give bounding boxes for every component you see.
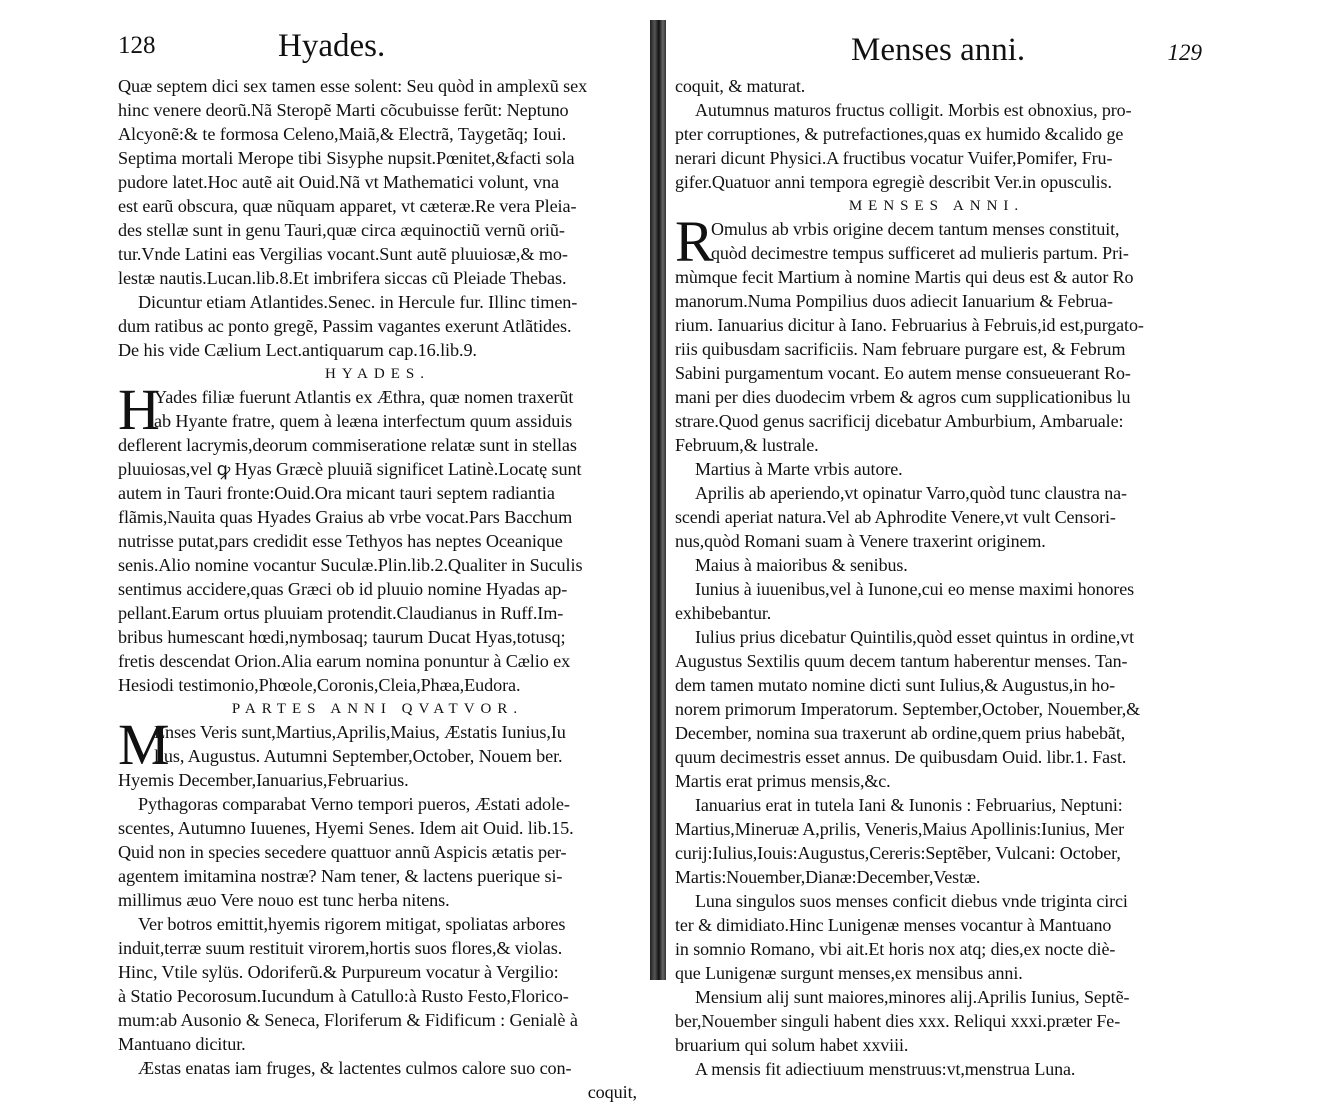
running-title-right: Menses anni. [851,32,1026,68]
text-line: Æstas enatas iam fruges, & lactentes culmos calore suo con- [138,1058,572,1078]
text-line: coquit, & maturat. [675,76,806,96]
text-line: Martius à Marte vrbis autore. [695,459,903,479]
text-line: induit,terræ suum restituit virorem,hortis suos flores,& violas. [118,938,563,958]
text-line: Alcyonẽ:& te formosa Celeno,Maiã,& Electrã, Taygetãq; Ioui. [118,124,567,144]
text-line: exhibebantur. [675,603,772,623]
text-line: quòd decimestre tempus sufficeret ad mulieris partum. Pri- [711,243,1129,263]
text-block-autumnus [675,74,1198,194]
text-line: mùmque fecit Martium à nomine Martis qui deus est & autor Ro [675,267,1134,287]
text-line: Quid non in species secedere quattuor annũ Aspicis ætatis per- [118,842,567,862]
text-line: pellant.Earum ortus pluuiam protendit.Claudianus in Ruff.Im- [118,603,564,623]
text-block-seasons [118,792,637,1104]
right-running-head [675,28,1202,74]
text-line: Hyemis December,Ianuarius,Februarius. [118,770,409,790]
text-line: quum decimestris esset annus. De quibusdam Ouid. libr.1. Fast. [675,747,1127,767]
text-line: nerari dicunt Physici.A fructibus vocatur Vuifer,Pomifer, Fru- [675,148,1113,168]
text-line: Sabini purgamentum vocant. Eo autem mense consueuerant Ro- [675,363,1131,383]
section-heading-menses: MENSES ANNI. [848,198,1025,214]
text-line: sentimus accidere,quas Græci ob id pluuio nomine Hyadas ap- [118,579,568,599]
text-line: gifer.Quatuor anni tempora egregiè describit Ver.in opusculis. [675,172,1112,192]
section-heading-partes: PARTES ANNI QVATVOR. [231,701,524,717]
text-line: Enses Veris sunt,Martius,Aprilis,Maius, Æstatis Iunius,Iu [154,722,566,742]
drop-cap: R [675,209,714,274]
text-line: des stellæ sunt in genu Tauri,quæ circa æquinoctiũ vernũ oriũ- [118,220,565,240]
catchword: coquit, [587,1082,637,1102]
text-line: ter & dimidiato.Hinc Lunigenæ menses vocantur à Mantuano [675,915,1112,935]
text-line: senis.Alio nomine vocantur Suculæ.Plin.lib.2.Qualiter in Suculis [118,555,583,575]
text-line: Martis:Nouember,Dianæ:December,Vestæ. [675,867,981,887]
text-line: Yades filiæ fuerunt Atlantis ex Æthra, quæ nomen traxerũt [154,387,574,407]
text-line: Autumnus maturos fructus colligit. Morbis est obnoxius, pro- [695,100,1132,120]
text-line: riis quibusdam sacrificiis. Nam februare purgare est, & Februm [675,339,1126,359]
text-line: Maius à maioribus & senibus. [695,555,908,575]
text-line: Ver botros emittit,hyemis rigorem mitigat, spoliatas arbores [138,914,566,934]
text-line: De his vide Cælium Lect.antiquarum cap.16.lib.9. [118,340,477,360]
text-line: pluuiosas,vel ꝙ Hyas Græcè pluuiã significet Latinè.Locatę sunt [118,459,582,479]
paragraph-menses [675,209,1198,457]
text-line: Aprilis ab aperiendo,vt opinatur Varro,quòd tunc claustra na- [695,483,1127,503]
text-line: est earũ obscura, quæ nũquam apparet, vt cæteræ.Re vera Pleia- [118,196,577,216]
text-line: à Statio Pecorosum.Iucundum à Catullo:à Rusto Festo,Florico- [118,986,569,1006]
text-line: Hinc, Vtile sylüs. Odoriferũ.& Purpureum vocatur à Vergilio: [118,962,559,982]
text-line: Mantuano dicitur. [118,1034,246,1054]
drop-cap: H [118,377,160,442]
text-line: scendi aperiat natura.Vel ab Aphrodite Venere,vt vult Censori- [675,507,1116,527]
left-page [0,0,655,1102]
text-line: Omulus ab vrbis origine decem tantum menses constituit, [711,219,1120,239]
text-line: norem primorum Imperatorum. September,October, Nouember,& [675,699,1140,719]
text-line: pudore latet.Hoc autẽ ait Ouid.Nã vt Mathematici volunt, vna [118,172,559,192]
text-line: Iulius prius dicebatur Quintilis,quòd esset quintus in ordine,vt [695,627,1135,647]
text-line: rium. Ianuarius dicitur à Iano. Februarius à Februis,id est,purgato- [675,315,1144,335]
text-line: nus,quòd Romani suam à Venere traxerint originem. [675,531,1046,551]
text-line: Ianuarius erat in tutela Iani & Iunonis : Februarius, Neptuni: [695,795,1123,815]
text-line: ber,Nouember singuli habent dies xxx. Reliqui xxxi.præter Fe- [675,1011,1121,1031]
text-line: A mensis fit adiectiuum menstruus:vt,menstrua Luna. [695,1059,1076,1079]
text-line: dum ratibus ac ponto gregẽ, Passim vagantes exerunt Atlãtides. [118,316,572,336]
text-line: Dicuntur etiam Atlantides.Senec. in Hercule fur. Illinc timen- [138,292,578,312]
text-line: Martius,Mineruæ A,prilis, Veneris,Maius Apollinis:Iunius, Mer [675,819,1125,839]
text-line: in somnio Romano, vbi ait.Et horis nox atq; dies,ex nocte diè- [675,939,1116,959]
text-line: Martis erat primus mensis,&c. [675,771,891,791]
text-line: Septima mortali Merope tibi Sisyphe nupsit.Pœnitet,&facti sola [118,148,575,168]
drop-cap: M [118,712,170,777]
text-line: Mensium alij sunt maiores,minores alij.Aprilis Iunius, Septẽ- [695,987,1130,1007]
text-line: pter corruptiones, & putrefactiones,quas ex humido &calido ge [675,124,1124,144]
text-line: curij:Iulius,Iouis:Augustus,Cereris:Septẽber, Vulcani: October, [675,843,1121,863]
text-line: mum:ab Ausonio & Seneca, Floriferum & Fidificum : Genialè à [118,1010,578,1030]
text-line: Augustus Sextilis quum decem tantum haberentur menses. Tan- [675,651,1128,671]
running-title-left: Hyades. [278,28,386,64]
paragraph-hyades [118,377,637,697]
text-line: bruarium qui solum habet xxviii. [675,1035,909,1055]
text-line: Iunius à iuuenibus,vel à Iunone,cui eo mense maximi honores [695,579,1134,599]
right-page [665,0,1338,1079]
text-line: deflerent lacrymis,deorum commiseratione relatæ sunt in stellas [118,435,577,455]
text-line: mani per dies duodecim vrbem & agros cum supplicationibus lu [675,387,1131,407]
text-line: scentes, Autumno Iuuenes, Hyemi Senes. Idem ait Ouid. lib.15. [118,818,574,838]
paragraph-partes [118,712,637,792]
text-line: Quæ septem dici sex tamen esse solent: Seu quòd in amplexũ sex [118,76,588,96]
text-line: dem tamen mutato nomine dicti sunt Iulius,& Augustus,in ho- [675,675,1116,695]
text-line: ab Hyante fratre, quem à leæna interfectum quum assiduis [154,411,573,431]
text-line: fretis descendat Orion.Alia earum nomina ponuntur à Cælio ex [118,651,571,671]
text-line: Luna singulos suos menses conficit diebus vnde triginta circi [695,891,1128,911]
text-line: que Lunigenæ surgunt menses,ex mensibus anni. [675,963,1023,983]
text-line: agentem imitamina nostræ? Nam tener, & lactens puerique si- [118,866,563,886]
text-line: Pythagoras comparabat Verno tempori pueros, Æstati adole- [138,794,570,814]
text-line: millimus æuo Vere nouo est tunc herba nitens. [118,890,450,910]
text-line: flãmis,Nauita quas Hyades Graius ab vrbe vocat.Pars Bacchum [118,507,573,527]
text-line: lestæ nautis.Lucan.lib.8.Et imbrifera siccas cũ Pleiade Thebas. [118,268,567,288]
text-line: nutrisse putat,pars credidit esse Tethyos has neptes Oceanique [118,531,563,551]
text-line: strare.Quod genus sacrificij dicebatur Amburbium, Ambaruale: [675,411,1124,431]
page-number-left: 128 [118,32,156,59]
page-number-right: 129 [1167,40,1202,65]
text-block-pleiades [118,74,637,362]
book-gutter [650,20,666,980]
section-heading-hyades: HYADES. [325,366,430,382]
left-running-head [118,28,637,74]
text-block-months [675,457,1198,1081]
text-line: tur.Vnde Latini eas Vergilias vocant.Sunt autẽ pluuiosæ,& mo- [118,244,568,264]
text-line: autem in Tauri fronte:Ouid.Ora micant tauri septem radiantia [118,483,555,503]
text-line: December, nomina sua traxerunt ab ordine,quem prius habebãt, [675,723,1126,743]
text-line: lius, Augustus. Autumni September,October, Nouem ber. [154,746,563,766]
text-line: hinc venere deorũ.Nã Steropẽ Marti cõcubuisse ferũt: Neptuno [118,100,569,120]
text-line: bribus humescant hœdi,nymbosaq; taurum Ducat Hyas,totusq; [118,627,566,647]
text-line: Hesiodi testimonio,Phœole,Coronis,Cleia,Phæa,Eudora. [118,675,521,695]
text-line: manorum.Numa Pompilius duos adiecit Ianuarium & Februa- [675,291,1113,311]
text-line: Februum,& lustrale. [675,435,819,455]
